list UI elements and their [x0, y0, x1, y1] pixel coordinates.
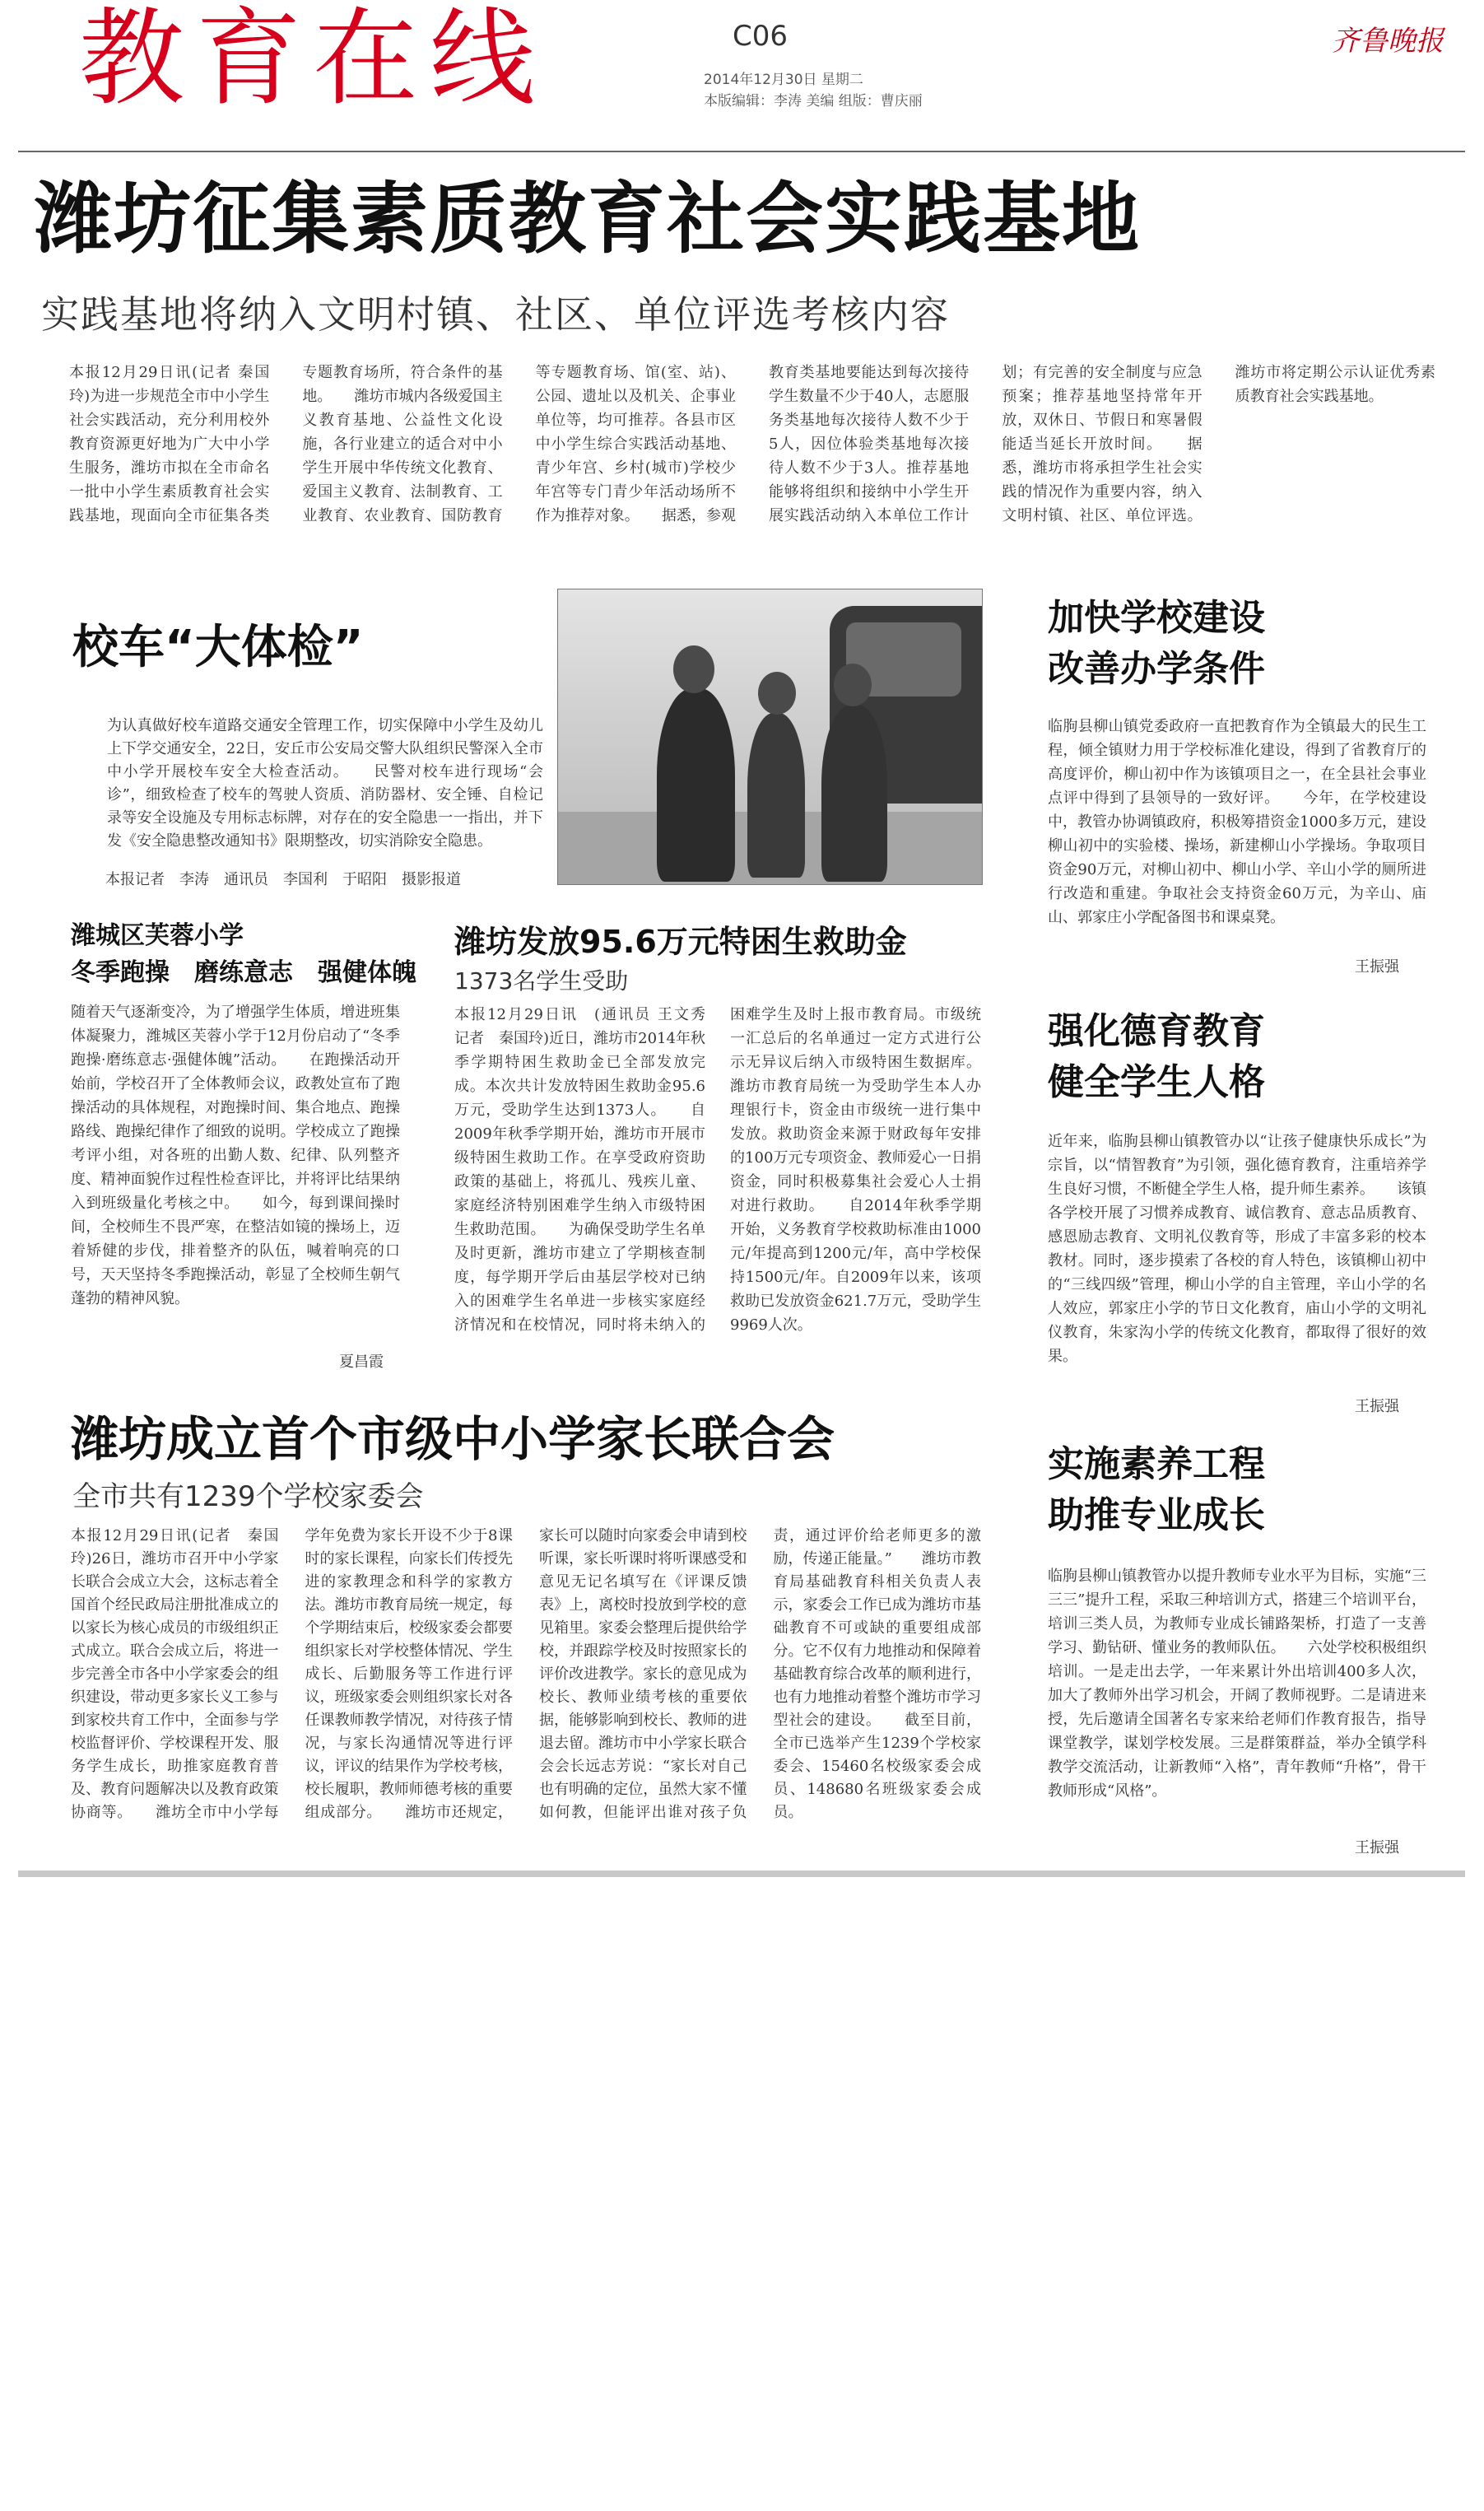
lead-subheadline: 实践基地将纳入文明村镇、社区、单位评选考核内容 [41, 292, 950, 337]
date-line: 2014年12月30日 星期二 [704, 72, 863, 88]
bus-credit: 本报记者 李涛 通讯员 李国利 于昭阳 摄影报道 [105, 871, 461, 888]
parents-headline: 潍坊成立首个市级中小学家长联合会 [71, 1411, 835, 1467]
aid-body: 本报12月29日讯 (通讯员 王文秀 记者 秦国玲)近日，潍坊市2014年秋季学期特困生救助金已全部发放完成。本次共计发放特困生救助金95.6万元，受助学生达到1373人。 自2009年秋季学期开始，潍坊市开展市级特困生救助工作。在享受政府资助政策的基础上，将孤儿、残疾儿童、家庭经济特别困难学生纳入市级特困生救助范围。 为确保受助学生名单及时更新，潍坊市建立了学期核查制度，每学期开学后由基层学校对已纳入的困难学生名单进一步核实家庭经济情况和在校情况，同时将未纳入的困难学生及时上报市教育局。市级统一汇总后的名单通过一定方式进行公示无异议后纳入市级特困生数据库。潍坊市教育局统一为受助学生本人办理银行卡，资金由市级统一进行集中发放。救助资金来源于财政每年安排的100万元专项资金、教师爱心一日捐资金，同时积极募集社会爱心人士捐对进行救助。 自2014年秋季学期开始，义务教育学校救助标准由1000元/年提高到1200元/年，高中学校保持1500元/年。自2009年以来，该项救助已发放资金621.7万元，受助学生9969人次。 [454, 1006, 981, 1334]
parents-subheadline: 全市共有1239个学校家委会 [72, 1480, 424, 1513]
furong-kicker: 潍城区芙蓉小学 [71, 921, 244, 950]
masthead-rule [18, 151, 1465, 152]
side1-body: 临朐县柳山镇党委政府一直把教育作为全镇最大的民生工程，倾全镇财力用于学校标准化建设，得到了省教育厅的高度评价，柳山初中作为该镇项目之一，在全县社会事业点评中得到了县领导的一致好评。 今年，在学校建设中，教管办协调镇政府，积极筹措资金1000多万元，建设柳山初中的实验楼、操场，新建柳山小学操场。争取项目资金90万元，对柳山初中、柳山小学、辛山小学的厕所进行改造和重建。争取社会支持资金60万元，为辛山、庙山、郭家庄小学配备图书和课桌凳。 [1048, 718, 1426, 926]
side2-author: 王振强 [1355, 1398, 1399, 1415]
parents-body: 本报12月29日讯(记者 秦国玲)26日，潍坊市召开中小学家长联合会成立大会，这标志着全国首个经民政局注册批准成立的以家长为核心成员的市级组织正式成立。联合会成立后，将进一步完善全市各中小学家委会的组织建设，带动更多家长义工参与到家校共育工作中，全面参与学校监督评价、学校课程开发、服务学生成长，助推家庭教育普及、教育问题解决以及教育政策协商等。 潍坊全市中小学每学年免费为家长开设不少于8课时的家长课程，向家长们传授先进的家教理念和科学的家教方法。潍坊市教育局统一规定，每个学期结束后，校级家委会都要组织家长对学校整体情况、学生成长、后勤服务等工作进行评议，班级家委会则组织家长对各任课教师教学情况，对待孩子情况，与家长沟通情况等进行评议，评议的结果作为学校考核，校长履职，教师师德考核的重要组成部分。 潍坊市还规定，家长可以随时向家委会申请到校听课，家长听课时将听课感受和意见无记名填写在《评课反馈表》上，离校时投放到学校的意见箱里。家委会整理后提供给学校，并跟踪学校及时按照家长的评价改进教学。家长的意见成为校长、教师业绩考核的重要依据，能够影响到校长、教师的进退去留。潍坊市中小学家长联合会会长远志芳说：“家长对自己也有明确的定位，虽然大家不懂如何教，但能评出谁对孩子负责，通过评价给老师更多的激励，传递正能量。” 潍坊市教育局基础教育科相关负责人表示，家委会工作已成为潍坊市基础教育不可或缺的重要组成部分。它不仅有力地推动和保障着基础教育综合改革的顺利进行，也有力地推动着整个潍坊市学习型社会的建设。 截至目前，全市已选举产生1239个学校家委会、15460名校级家委会成员、148680名班级家委会成员。 [71, 1527, 981, 1821]
side3-headline-line2: 助推专业成长 [1048, 1494, 1265, 1536]
side3-headline-line1: 实施素养工程 [1048, 1443, 1265, 1485]
bus-headline: 校车“大体检” [72, 621, 364, 674]
furong-author: 夏昌霞 [339, 1353, 384, 1371]
school-bus-inspection-photo [557, 589, 983, 885]
page-meta [704, 69, 923, 112]
page-number: C06 [733, 20, 789, 53]
side3-body: 临朐县柳山镇教管办以提升教师专业水平为目标，实施“三三三”提升工程，采取三种培训方式，搭建三个培训平台，培训三类人员，为教师专业成长铺路架桥，打造了一支善学习、勤钻研、懂业务的教师队伍。 六处学校积极组织培训。一是走出去学，一年来累计外出培训400多人次，加大了教师外出学习机会，开阔了教师视野。二是请进来授，先后邀请全国著名专家来给老师们作教育报告，指导课堂教学，谋划学校发展。三是群策群益，举办全镇学科教学交流活动，让新教师“入格”，青年教师“升格”，骨干教师形成“风格”。 [1048, 1568, 1426, 1800]
side2-headline-line1: 强化德育教育 [1048, 1010, 1265, 1052]
side1-author: 王振强 [1355, 958, 1399, 976]
side2-body: 近年来，临朐县柳山镇教管办以“让孩子健康快乐成长”为宗旨，以“情智教育”为引领，强化德育教育，注重培养学生良好习惯，不断健全学生人格，提升师生素养。 该镇各学校开展了习惯养成教育、诚信教育、意志品质教育、感恩励志教育、文明礼仪教育等，形成了丰富多彩的校本教材。同时，逐步摸索了各校的育人特色，该镇柳山初中的“三线四级”管理，柳山小学的自主管理，辛山小学的名人效应，郭家庄小学的节日文化教育，庙山小学的文明礼仪教育，朱家沟小学的传统文化教育，都取得了很好的效果。 [1048, 1133, 1426, 1365]
side2-headline [1048, 1006, 1265, 1108]
side1-headline-line1: 加快学校建设 [1048, 597, 1265, 639]
side1-headline-line2: 改善办学条件 [1048, 648, 1265, 690]
bus-body: 为认真做好校车道路交通安全管理工作，切实保障中小学生及幼儿上下学交通安全，22日，安丘市公安局交警大队组织民警深入全市中小学开展校车安全大检查活动。 民警对校车进行现场“会诊”，细致检查了校车的驾驶人资质、消防器材、安全锤、自检记录等安全设施及专用标志标牌，对存在的安全隐患一一指出，并下发《安全隐患整改通知书》限期整改，切实消除安全隐患。 [107, 717, 543, 850]
side2-headline-line2: 健全学生人格 [1048, 1061, 1265, 1103]
side3-headline [1048, 1439, 1265, 1541]
page-bottom-rule [18, 1870, 1465, 1877]
aid-headline: 潍坊发放95.6万元特困生救助金 [454, 924, 907, 960]
paper-logo: 齐鲁晚报 [1332, 25, 1444, 58]
aid-subheadline: 1373名学生受助 [454, 967, 629, 995]
furong-body: 随着天气逐渐变冷，为了增强学生体质，增进班集体凝聚力，潍城区芙蓉小学于12月份启动了“冬季跑操·磨练意志·强健体魄”活动。 在跑操活动开始前，学校召开了全体教师会议，政教处宣布了跑操活动的具体规程，对跑操时间、集合地点、跑操路线、跑操纪律作了细致的说明。学校成立了跑操考评小组，对各班的出勤人数、纪律、队列整齐度、精神面貌作过程性检查评比，并将评比结果纳入到班级量化考核之中。 如今，每到课间操时间，全校师生不畏严寒，在整洁如镜的操场上，迈着矫健的步伐，排着整齐的队伍，喊着响亮的口号，天天坚持冬季跑操活动，彰显了全校师生朝气蓬勃的精神风貌。 [71, 1004, 400, 1307]
side3-author: 王振强 [1355, 1839, 1399, 1856]
section-title: 教育在线 [79, 0, 547, 120]
side1-headline [1048, 593, 1265, 695]
furong-headline: 冬季跑操 磨练意志 强健体魄 [71, 958, 416, 987]
editors-line: 本版编辑：李涛 美编 组版：曹庆丽 [704, 93, 923, 109]
lead-headline: 潍坊征集素质教育社会实践基地 [35, 175, 1142, 264]
lead-body: 本报12月29日讯(记者 秦国玲)为进一步规范全市中小学生社会实践活动，充分利用校外教育资源更好地为广大中小学生服务，潍坊市拟在全市命名一批中小学生素质教育社会实践基地，现面向全市征集各类专题教育场所，符合条件的基地。 潍坊市城内各级爱国主义教育基地、公益性文化设施，各行业建立的适合对中小学生开展中华传统文化教育、爱国主义教育、法制教育、工业教育、农业教育、国防教育等专题教育场、馆(室、站)、公园、遗址以及机关、企事业单位等，均可推荐。各县市区中小学生综合实践活动基地、青少年宫、乡村(城市)学校少年宫等专门青少年活动场所不作为推荐对象。 据悉，参观教育类基地要能达到每次接待学生数量不少于40人，志愿服务类基地每次接待人数不少于5人，因位体验类基地每次接待人数不少于3人。推荐基地能够将组织和接纳中小学生开展实践活动纳入本单位工作计划；有完善的安全制度与应急预案；推荐基地坚持常年开放，双休日、节假日和寒暑假能适当延长开放时间。 据悉，潍坊市将承担学生社会实践的情况作为重要内容，纳入文明村镇、社区、单位评选。潍坊市将定期公示认证优秀素质教育社会实践基地。 [69, 364, 1435, 524]
